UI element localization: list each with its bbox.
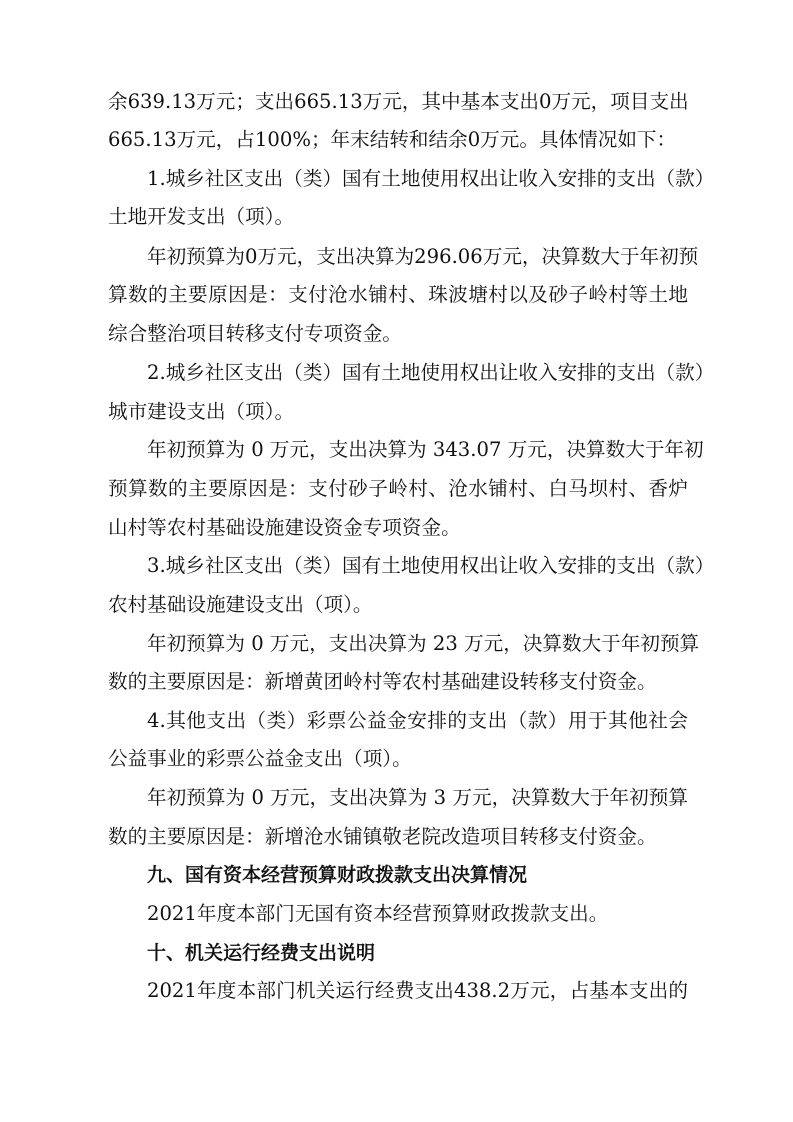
paragraph-line: 665.13万元，占100%；年末结转和结余0万元。具体情况如下： <box>108 128 677 151</box>
item-3-heading: 农村基础设施建设支出（项）。 <box>108 593 373 616</box>
paragraph-line: 年初预算为0万元，支出决算为296.06万元，决算数大于年初预 <box>147 245 699 268</box>
paragraph-line: 综合整治项目转移支付专项资金。 <box>108 322 402 345</box>
item-1-heading: 1.城乡社区支出（类）国有土地使用权出让收入安排的支出（款） <box>147 167 715 190</box>
item-4-heading: 公益事业的彩票公益金支出（项）。 <box>108 747 412 770</box>
paragraph-line: 山村等农村基础设施建设资金专项资金。 <box>108 516 461 539</box>
section-9-heading: 九、国有资本经营预算财政拨款支出决算情况 <box>147 864 528 886</box>
paragraph-line: 年初预算为 0 万元，支出决算为 23 万元，决算数大于年初预算 <box>147 632 700 655</box>
item-3-heading: 3.城乡社区支出（类）国有土地使用权出让收入安排的支出（款） <box>147 554 715 577</box>
item-2-heading: 城市建设支出（项）。 <box>108 400 295 423</box>
paragraph-line: 年初预算为 0 万元，支出决算为 343.07 万元，决算数大于年初 <box>147 438 704 461</box>
paragraph-line: 年初预算为 0 万元，支出决算为 3 万元，决算数大于年初预算 <box>147 786 688 809</box>
paragraph-line: 2021年度本部门无国有资本经营预算财政拨款支出。 <box>147 902 609 925</box>
section-10-heading: 十、机关运行经费支出说明 <box>147 942 376 964</box>
paragraph-line: 算数的主要原因是：支付沧水铺村、珠波塘村以及砂子岭村等土地 <box>108 283 688 306</box>
paragraph-line: 数的主要原因是：新增沧水铺镇敬老院改造项目转移支付资金。 <box>108 825 657 848</box>
paragraph-line: 余639.13万元；支出665.13万元，其中基本支出0万元，项目支出 <box>108 90 689 113</box>
paragraph-line: 数的主要原因是：新增黄团岭村等农村基础建设转移支付资金。 <box>108 670 657 693</box>
item-2-heading: 2.城乡社区支出（类）国有土地使用权出让收入安排的支出（款） <box>147 361 715 384</box>
paragraph-line: 预算数的主要原因是：支付砂子岭村、沧水铺村、白马坝村、香炉 <box>108 477 688 500</box>
item-4-heading: 4.其他支出（类）彩票公益金安排的支出（款）用于其他社会 <box>147 709 688 732</box>
paragraph-line: 2021年度本部门机关运行经费支出438.2万元，占基本支出的 <box>147 979 688 1002</box>
item-1-heading: 土地开发支出（项）。 <box>108 205 295 228</box>
